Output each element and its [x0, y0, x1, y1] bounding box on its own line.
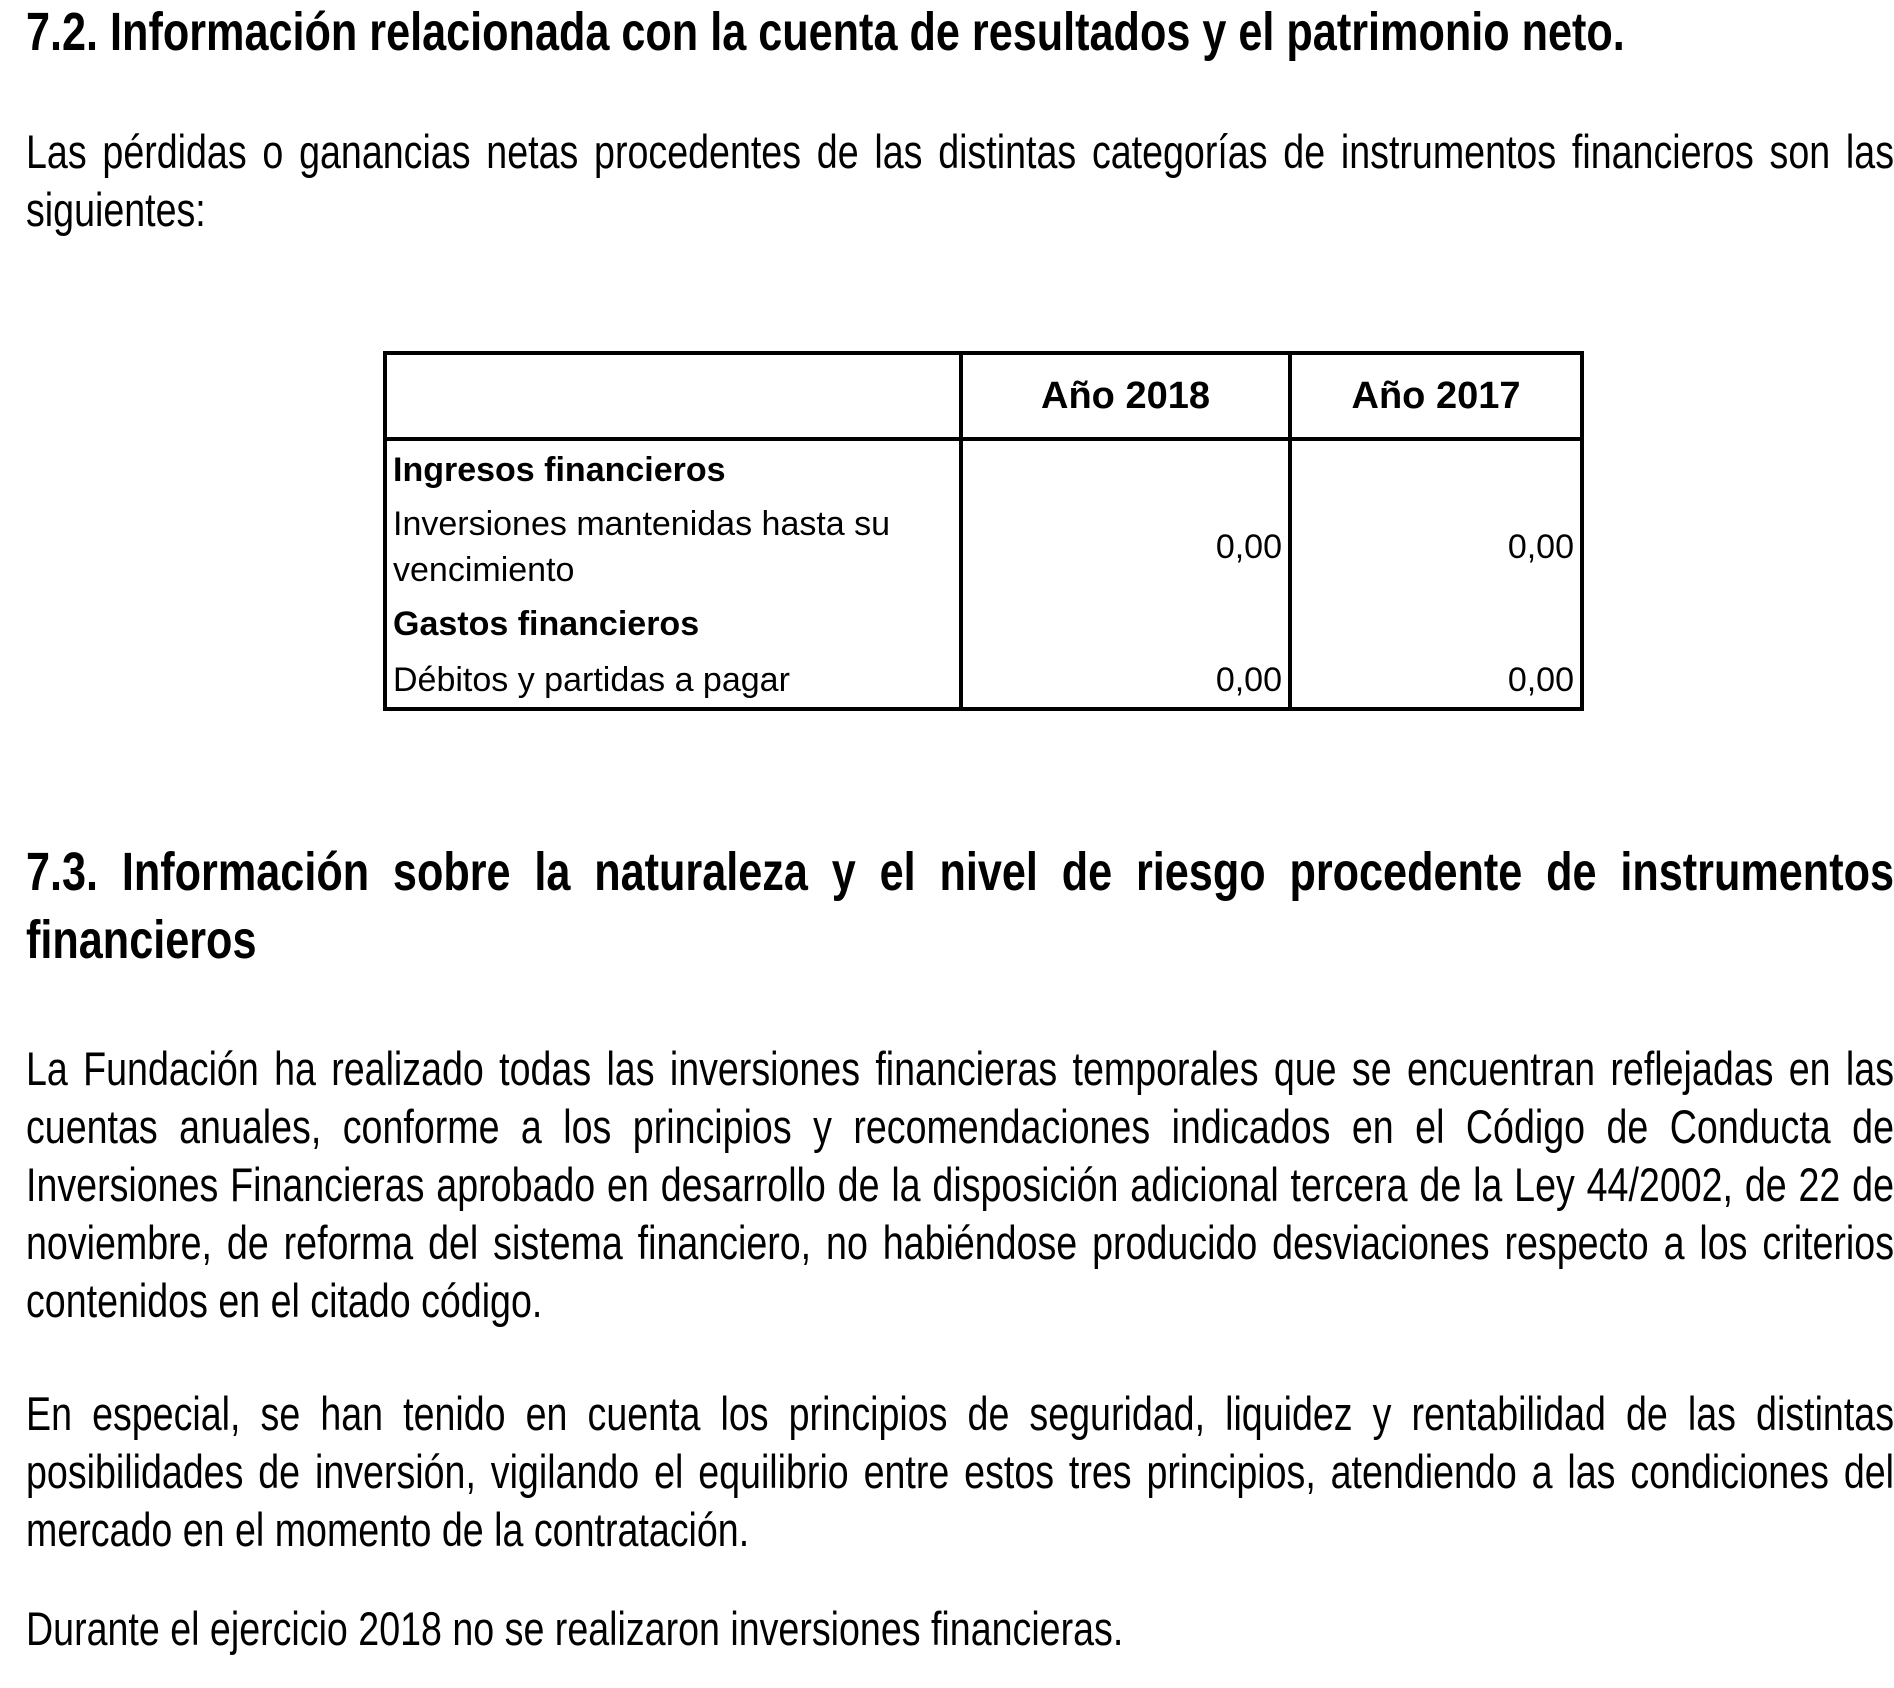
paragraph-1-wrap: [26, 1040, 1894, 1330]
row-label: Inversiones mantenidas hasta su vencimiento: [385, 499, 961, 595]
table-row: [385, 499, 1582, 595]
paragraph-3-wrap: [26, 1600, 1894, 1658]
value-2018: [961, 595, 1290, 653]
value-2018: [961, 439, 1290, 499]
header-cell-concept: [385, 353, 961, 439]
section-7-3-heading: 7.3. Información sobre la naturaleza y el nivel de riesgo procedente de instrumentos financieros: [26, 842, 1894, 970]
value-2017: 0,00: [1290, 653, 1582, 709]
header-cell-2018: Año 2018: [961, 353, 1290, 439]
section-7-3-heading-wrap: [26, 838, 1894, 974]
value-2017: 0,00: [1290, 499, 1582, 595]
row-label: Débitos y partidas a pagar: [385, 653, 961, 709]
row-label: Gastos financieros: [385, 595, 961, 653]
table-row: [385, 439, 1582, 499]
section-7-2-intro: Las pérdidas o ganancias netas procedentes de las distintas categorías de instrumentos financieros son las siguientes:: [26, 125, 1894, 236]
paragraph-2-wrap: [26, 1385, 1894, 1559]
value-2017: [1290, 439, 1582, 499]
section-7-2-heading: 7.2. Información relacionada con la cuenta de resultados y el patrimonio neto.: [26, 2, 1625, 62]
value-2017: [1290, 595, 1582, 653]
table-row: [385, 653, 1582, 709]
paragraph-no-investments: Durante el ejercicio 2018 no se realizaron inversiones financieras.: [26, 1602, 1124, 1655]
paragraph-principles: En especial, se han tenido en cuenta los principios de seguridad, liquidez y rentabilidad de las distintas posibilidades de inversión, vigilando el equilibrio entre estos tres principios, atendiendo a las condiciones del mercado en el momento de la contratación.: [26, 1387, 1894, 1556]
paragraph-investments-code: La Fundación ha realizado todas las inversiones financieras temporales que se encuentran reflejadas en las cuentas anuales, conforme a los principios y recomendaciones indicados en el Código de Conducta de Inversiones Financieras aprobado en desarrollo de la disposición adicional tercera de la Ley 44/2002, de 22 de noviembre, de reforma del sistema financiero, no habiéndose producido desviaciones respecto a los criterios contenidos en el citado código.: [26, 1042, 1894, 1327]
table-row: [385, 595, 1582, 653]
row-label: Ingresos financieros: [385, 439, 961, 499]
value-2018: 0,00: [961, 653, 1290, 709]
section-7-2-heading-wrap: [26, 0, 1894, 66]
header-cell-2017: Año 2017: [1290, 353, 1582, 439]
financial-results-table: [383, 351, 1584, 711]
table-header-row: [385, 353, 1582, 439]
section-7-2-intro-wrap: [26, 123, 1894, 239]
value-2018: 0,00: [961, 499, 1290, 595]
